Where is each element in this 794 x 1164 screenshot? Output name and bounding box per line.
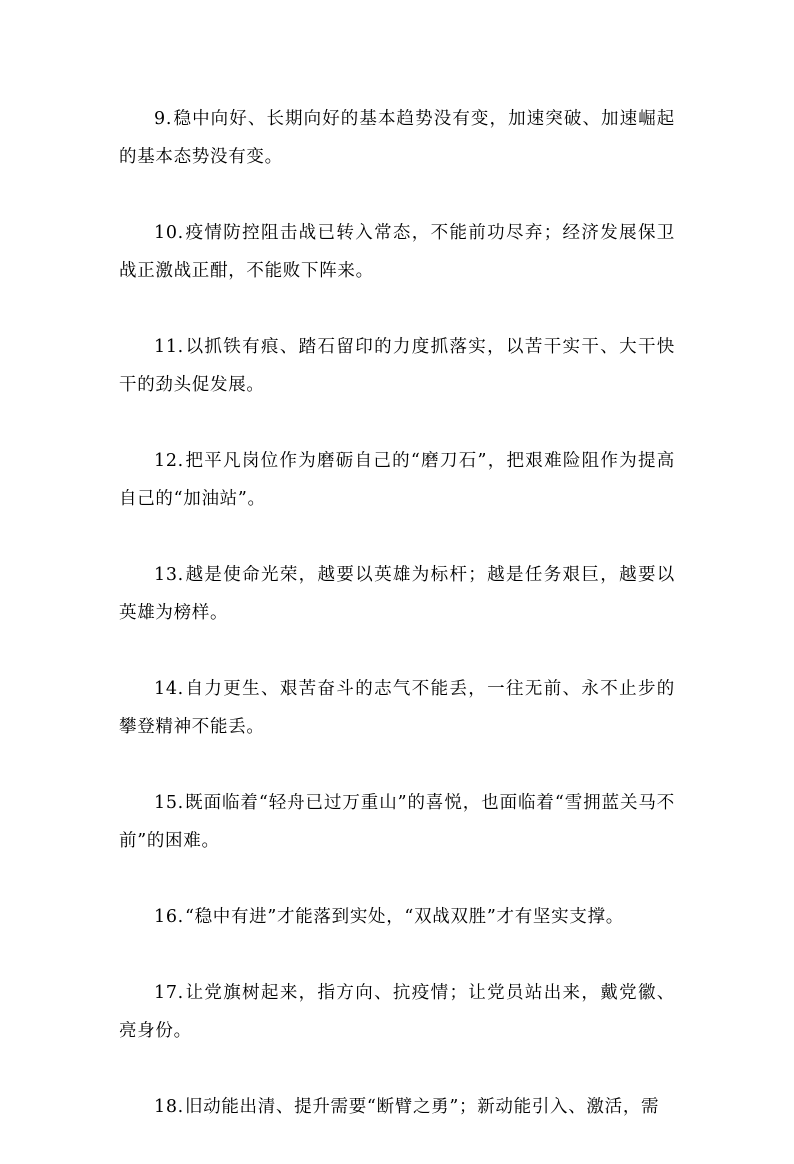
item-number: 9. <box>154 109 173 129</box>
list-item <box>119 1088 675 1126</box>
paragraph <box>119 442 675 518</box>
item-number: 18. <box>154 1097 184 1117</box>
paragraph <box>119 556 675 632</box>
paragraph <box>119 784 675 860</box>
paragraph <box>119 1088 675 1126</box>
paragraph <box>119 100 675 176</box>
item-number: 13. <box>154 565 184 585</box>
item-text: 越是使命光荣，越要以英雄为标杆；越是任务艰巨，越要以英雄为榜样。 <box>119 565 675 623</box>
item-number: 16. <box>154 907 184 927</box>
paragraph <box>119 974 675 1050</box>
paragraph <box>119 328 675 404</box>
item-text: 疫情防控阻击战已转入常态，不能前功尽弃；经济发展保卫战正激战正酣，不能败下阵来。 <box>119 223 675 281</box>
list-item <box>119 670 675 746</box>
list-item <box>119 328 675 404</box>
list-item <box>119 214 675 290</box>
list-item <box>119 100 675 176</box>
paragraph <box>119 898 675 936</box>
item-number: 14. <box>154 679 184 699</box>
paragraph <box>119 670 675 746</box>
paragraph <box>119 214 675 290</box>
list-item <box>119 442 675 518</box>
list-item <box>119 784 675 860</box>
item-text: 既面临着“轻舟已过万重山”的喜悦，也面临着“雪拥蓝关马不前”的困难。 <box>119 793 675 851</box>
list-item <box>119 556 675 632</box>
item-text: 自力更生、艰苦奋斗的志气不能丢，一往无前、永不止步的攀登精神不能丢。 <box>119 679 675 737</box>
item-text: “稳中有进”才能落到实处，“双战双胜”才有坚实支撑。 <box>184 907 624 927</box>
item-number: 12. <box>154 451 184 471</box>
item-number: 17. <box>154 983 184 1003</box>
item-text: 以抓铁有痕、踏石留印的力度抓落实，以苦干实干、大干快干的劲头促发展。 <box>119 337 675 395</box>
list-item <box>119 898 675 936</box>
item-number: 15. <box>154 793 184 813</box>
list-item <box>119 974 675 1050</box>
item-number: 10. <box>154 223 184 243</box>
item-text: 旧动能出清、提升需要“断臂之勇”；新动能引入、激活，需 <box>184 1097 660 1117</box>
document-body <box>119 100 675 1164</box>
item-text: 让党旗树起来，指方向、抗疫情；让党员站出来，戴党徽、亮身份。 <box>119 983 675 1041</box>
item-text: 把平凡岗位作为磨砺自己的“磨刀石”，把艰难险阻作为提高自己的“加油站”。 <box>119 451 675 509</box>
item-text: 稳中向好、长期向好的基本趋势没有变，加速突破、加速崛起的基本态势没有变。 <box>119 109 675 167</box>
item-number: 11. <box>154 337 184 357</box>
